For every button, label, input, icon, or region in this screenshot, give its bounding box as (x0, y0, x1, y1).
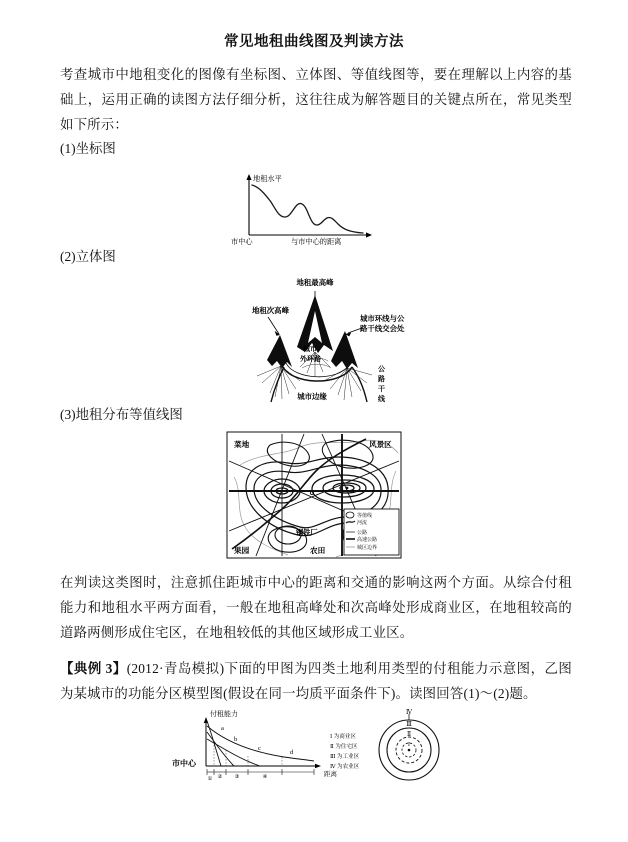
map-label-vegetable-field: 菜地 (234, 440, 250, 449)
section-heading-1: (1)坐标图 (60, 141, 116, 156)
section-heading-2: (2)立体图 (60, 249, 116, 264)
label-peak-secondary: 地租次高峰 (251, 306, 289, 315)
map-label-farmland: 农田 (310, 546, 326, 555)
figure-3d-relief (212, 273, 417, 403)
page-title: 常见地租曲线图及判读方法 (224, 34, 404, 50)
label-ring-road: 城市 (302, 345, 317, 353)
zone-marker-3: ③ (234, 774, 240, 780)
map-label-steel-plant: 钢铁厂 (296, 529, 318, 537)
chart4-x-axis-label: 距离 (324, 771, 337, 778)
curve-label-c: c (258, 745, 261, 752)
ring-label-2: Ⅱ (406, 732, 412, 738)
figure-bottom-wrap (0, 706, 628, 782)
label-peak-main: 地租最高峰 (296, 278, 333, 287)
svg-text:公路: 公路 (357, 531, 368, 536)
figure-coordinate-chart (219, 167, 409, 245)
svg-text:等值线: 等值线 (357, 514, 373, 519)
map-label-scenic-area: 风景区 (369, 440, 392, 449)
zone-legend-item-4: Ⅳ 为农业区 (330, 764, 360, 770)
conclusion-paragraph: 在判读这类图时，注意抓住距城市中心的距离和交通的影响这两个方面。从综合付租能力和地租水平两方面看，一般在地租高峰处和次高峰处形成商业区，在地租较高的道路两侧形成住宅区，在地租较低的其他区域形成工业区。 (60, 575, 572, 640)
ring-label-1: Ⅰ (407, 742, 411, 748)
zone-legend-item-1: Ⅰ 为商业区 (330, 734, 356, 740)
zone-marker-4: ④ (262, 774, 268, 780)
example-paragraph (0, 656, 628, 706)
chart4-origin-label: 市中心 (172, 759, 196, 768)
chart1-origin-label: 市中心 (231, 238, 253, 245)
label-city-edge: 城市边缘 (296, 392, 327, 401)
ring-label-4: Ⅳ (406, 710, 412, 716)
curve-label-d: d (290, 749, 294, 756)
label-highway: 公 (377, 365, 385, 373)
map-label-orchard: 果园 (234, 546, 250, 555)
chart1-x-axis-label: 与市中心的距离 (291, 238, 342, 245)
figure-bid-rent-and-zones (164, 708, 464, 782)
svg-text:干: 干 (377, 385, 385, 393)
zone-legend-item-2: Ⅱ 为住宅区 (330, 744, 358, 750)
svg-text:河流: 河流 (357, 521, 368, 526)
example-tag: 【典例 3】 (60, 661, 127, 676)
zone-marker-2: ② (217, 774, 223, 780)
svg-text:路: 路 (377, 375, 385, 383)
intro-paragraph: 考查城市中地租变化的图像有坐标图、立体图、等值线图等，要在理解以上内容的基础上，运用正确的读图方法仔细分析，这往往成为解答题目的关键点所在，常见类型如下所示： (60, 67, 572, 132)
chart-bid-rent (172, 709, 338, 782)
svg-text:路干线交会处: 路干线交会处 (359, 324, 404, 333)
example-text: (2012·青岛模拟)下面的甲图为四类土地利用类型的付租能力示意图，乙图为某城市的功能分区模型图(假设在同一均质平面条件下)。读图回答(1)～(2)题。 (60, 661, 573, 701)
curve-label-b: b (234, 736, 238, 743)
zone-marker-1: ① (207, 776, 213, 782)
chart-zone-model (379, 710, 439, 780)
section-heading-3: (3)地租分布等值线图 (60, 407, 183, 422)
label-road-junction: 城市环线与公 (359, 314, 404, 323)
ring-label-3: Ⅲ (406, 722, 412, 728)
svg-text:高速公路: 高速公路 (357, 538, 378, 543)
chart1-y-axis-label: 地租水平 (253, 175, 282, 183)
svg-text:外环路: 外环路 (299, 355, 321, 363)
svg-text:城区边界: 城区边界 (357, 546, 378, 551)
map-legend (344, 509, 399, 555)
curve-label-a: a (221, 725, 224, 732)
figure-coordinate-chart-wrap (0, 161, 628, 245)
figure-3d-wrap (0, 269, 628, 403)
chart4-y-axis-label: 付租能力 (210, 710, 238, 718)
zone-legend (330, 732, 360, 770)
svg-text:线: 线 (377, 395, 385, 403)
figure-contour-map (226, 431, 402, 559)
zone-legend-item-3: Ⅲ 为工业区 (330, 754, 360, 760)
figure-contour-wrap (0, 427, 628, 559)
